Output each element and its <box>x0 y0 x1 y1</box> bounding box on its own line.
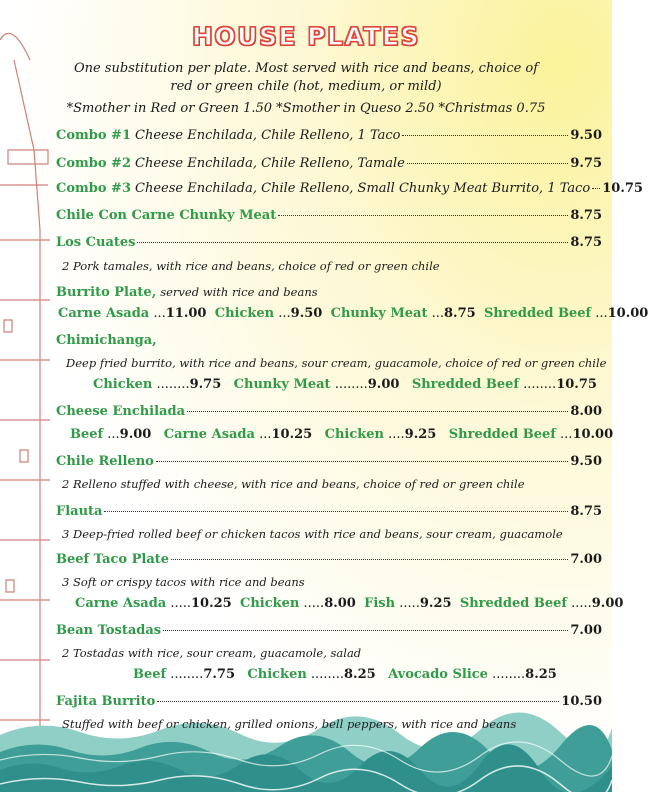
dot-leader <box>187 411 568 412</box>
item-price: 10.75 <box>602 181 643 196</box>
menu-item-burrito-plate <box>56 285 602 300</box>
option-price: 8.00 <box>324 596 356 611</box>
option-price: 10.00 <box>607 306 648 321</box>
option-name: Avocado Slice <box>388 667 488 682</box>
option-price: 10.25 <box>271 427 313 442</box>
menu-item-chile-con-carne <box>56 208 602 223</box>
intro-line-1: One substitution per plate. Most served with rice and beans, choice of <box>73 61 539 76</box>
bean-tostadas-options: Beef ........7.75 Chicken ........8.25 Avocado Slice ........8.25 <box>133 667 557 682</box>
option-name: Chunky Meat <box>330 306 428 321</box>
beef-taco-plate-options: Carne Asada .....10.25 Chicken .....8.00 Fish .....9.25 Shredded Beef .....9.00 <box>75 596 624 611</box>
item-subdescription: Stuffed with beef or chicken, grilled onions, bell peppers, with rice and beans <box>62 717 517 731</box>
option-name: Shredded Beef <box>448 427 556 442</box>
option-name: Shredded Beef <box>411 377 519 392</box>
option-price: 9.25 <box>419 596 452 611</box>
item-price: 7.00 <box>570 623 602 638</box>
option-price: 9.00 <box>119 427 152 442</box>
option-price: 11.00 <box>165 306 207 321</box>
item-subdescription: 2 Tostadas with rice, sour cream, guacamole, salad <box>62 646 362 660</box>
menu-item-fajita-burrito <box>56 694 602 709</box>
page-title: HOUSE PLATES <box>191 22 421 51</box>
option-name: Shredded Beef <box>459 596 567 611</box>
menu-item-combo-2 <box>56 156 602 171</box>
menu-item-los-cuates <box>56 235 602 250</box>
item-price: 8.75 <box>570 208 602 223</box>
menu-item-combo-1 <box>56 128 602 143</box>
item-name: Combo #3 <box>56 181 131 196</box>
item-name: Cheese Enchilada <box>56 404 185 419</box>
dot-leader <box>156 461 569 462</box>
item-name: Los Cuates <box>56 235 136 250</box>
item-description: Cheese Enchilada, Chile Relleno, 1 Taco <box>135 128 401 143</box>
item-subdescription: 2 Relleno stuffed with cheese, with rice and beans, choice of red or green chile <box>62 477 525 491</box>
item-name: Chile Con Carne Chunky Meat <box>56 208 277 223</box>
item-name: Burrito Plate, <box>56 285 157 300</box>
dot-leader <box>157 701 559 702</box>
item-price: 8.75 <box>570 235 602 250</box>
item-name: Combo #1 <box>56 128 131 143</box>
burrito-plate-options: Carne Asada ...11.00 Chicken ...9.50 Chunky Meat ...8.75 Shredded Beef ...10.00 <box>58 306 648 321</box>
dot-leader <box>278 215 568 216</box>
item-subdescription: Deep fried burrito, with rice and beans, sour cream, guacamole, choice of red or green chile <box>66 356 607 370</box>
item-name: Chile Relleno <box>56 454 154 469</box>
menu-item-chimichanga <box>56 333 602 348</box>
item-name: Combo #2 <box>56 156 131 171</box>
dot-leader <box>171 559 568 560</box>
menu-item-chile-relleno <box>56 454 602 469</box>
option-price: 10.00 <box>572 427 614 442</box>
item-subdescription: 3 Deep-fried rolled beef or chicken tacos with rice and beans, sour cream, guacamole <box>62 527 563 541</box>
option-name: Chicken <box>247 667 307 682</box>
item-price: 10.50 <box>561 694 602 709</box>
option-price: 9.00 <box>367 377 400 392</box>
option-price: 9.25 <box>404 427 437 442</box>
item-name: Chimichanga, <box>56 333 157 348</box>
cheese-enchilada-options: Beef ...9.00 Carne Asada ...10.25 Chicken ....9.25 Shredded Beef ...10.00 <box>70 427 614 442</box>
item-description: Cheese Enchilada, Chile Relleno, Tamale <box>135 156 405 171</box>
menu-item-beef-taco-plate <box>56 552 602 567</box>
menu-item-flauta <box>56 504 602 519</box>
intro-line-2: red or green chile (hot, medium, or mild) <box>170 79 442 94</box>
item-name: Fajita Burrito <box>56 694 156 709</box>
option-name: Beef <box>133 667 167 682</box>
dot-leader <box>104 511 568 512</box>
option-price: 8.75 <box>444 306 476 321</box>
menu-item-cheese-enchilada <box>56 404 602 419</box>
option-name: Carne Asada <box>163 427 255 442</box>
item-name: Bean Tostadas <box>56 623 162 638</box>
option-name: Beef <box>70 427 104 442</box>
item-subdescription: 2 Pork tamales, with rice and beans, choice of red or green chile <box>62 259 440 273</box>
item-price: 8.75 <box>570 504 602 519</box>
dot-leader <box>407 163 568 164</box>
dot-leader <box>137 242 568 243</box>
smother-options: *Smother in Red or Green 1.50 *Smother in Queso 2.50 *Christmas 0.75 <box>66 101 546 116</box>
item-description: Cheese Enchilada, Chile Relleno, Small Chunky Meat Burrito, 1 Taco <box>135 181 591 196</box>
item-price: 8.00 <box>570 404 602 419</box>
option-name: Shredded Beef <box>483 306 592 321</box>
option-price: 10.75 <box>556 377 597 392</box>
option-name: Chicken <box>324 427 384 442</box>
option-price: 9.50 <box>290 306 323 321</box>
item-price: 9.75 <box>570 156 602 171</box>
item-price: 9.50 <box>570 454 602 469</box>
item-price: 9.50 <box>570 128 602 143</box>
option-price: 9.75 <box>189 377 222 392</box>
option-name: Fish <box>364 596 396 611</box>
option-price: 10.25 <box>191 596 232 611</box>
option-price: 7.75 <box>203 667 235 682</box>
option-name: Chicken <box>214 306 275 321</box>
chimichanga-options: Chicken ........9.75 Chunky Meat ........9.00 Shredded Beef ........10.75 <box>93 377 597 392</box>
item-price: 7.00 <box>570 552 602 567</box>
menu-item-bean-tostadas <box>56 623 602 638</box>
option-name: Carne Asada <box>58 306 150 321</box>
option-price: 8.25 <box>525 667 557 682</box>
option-name: Chicken <box>240 596 300 611</box>
dot-leader <box>163 630 568 631</box>
item-name: Beef Taco Plate <box>56 552 170 567</box>
dot-leader <box>402 135 568 136</box>
option-price: 8.25 <box>344 667 376 682</box>
item-subdescription: 3 Soft or crispy tacos with rice and beans <box>62 575 305 589</box>
menu-item-combo-3 <box>56 181 643 196</box>
option-name: Carne Asada <box>75 596 167 611</box>
item-name: Flauta <box>56 504 103 519</box>
dot-leader <box>592 188 600 189</box>
option-name: Chicken <box>93 377 153 392</box>
option-price: 9.00 <box>591 596 624 611</box>
item-description: served with rice and beans <box>160 285 318 299</box>
option-name: Chunky Meat <box>233 377 331 392</box>
